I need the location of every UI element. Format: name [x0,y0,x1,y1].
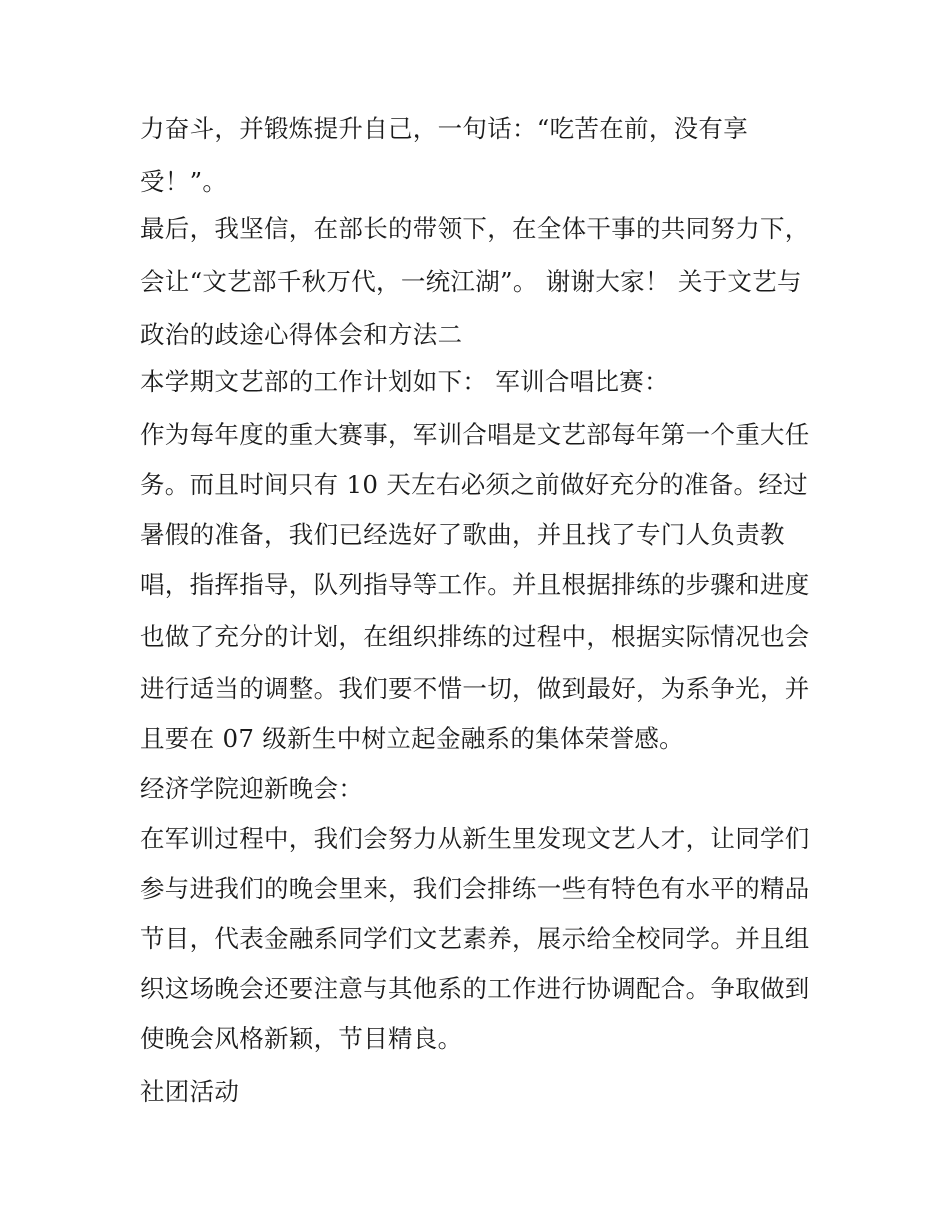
text-line: 也做了充分的计划，在组织排练的过程中，根据实际情况也会 [140,622,810,651]
text-line: 力奋斗，并锻炼提升自己，一句话：“吃苦在前，没有享 [140,114,749,143]
text-line: 经济学院迎新晚会： [140,774,364,803]
text-line: 在军训过程中，我们会努力从新生里发现文艺人才，让同学们 [140,824,810,853]
text-line: 进行适当的调整。我们要不惜一切，做到最好，为系争光，并 [140,674,810,703]
text-line: 受！”。 [140,167,228,196]
text-line: 政治的歧途心得体会和方法二 [140,320,463,349]
text-line: 会让“文艺部千秋万代，一统江湖”。 谢谢大家！ 关于文艺与 [140,267,802,296]
text-line: 唱，指挥指导，队列指导等工作。并且根据排练的步骤和进度 [140,570,810,599]
text-line: 织这场晚会还要注意与其他系的工作进行协调配合。争取做到 [140,974,810,1003]
text-line: 社团活动 [140,1077,240,1106]
text-line: 使晚会风格新颖，节目精良。 [140,1024,463,1053]
text-line: 暑假的准备，我们已经选好了歌曲，并且找了专门人负责教 [140,520,785,549]
text-line: 参与进我们的晚会里来，我们会排练一些有特色有水平的精品 [140,874,810,903]
text-line: 务。而且时间只有 10 天左右必须之前做好充分的准备。经过 [140,470,808,499]
text-line: 作为每年度的重大赛事，军训合唱是文艺部每年第一个重大任 [140,420,810,449]
text-line: 本学期文艺部的工作计划如下： 军训合唱比赛： [140,367,669,396]
text-line: 节目，代表金融系同学们文艺素养，展示给全校同学。并且组 [140,924,810,953]
text-line: 且要在 07 级新生中树立起金融系的集体荣誉感。 [140,724,684,753]
text-line: 最后，我坚信，在部长的带领下，在全体干事的共同努力下， [140,214,810,243]
